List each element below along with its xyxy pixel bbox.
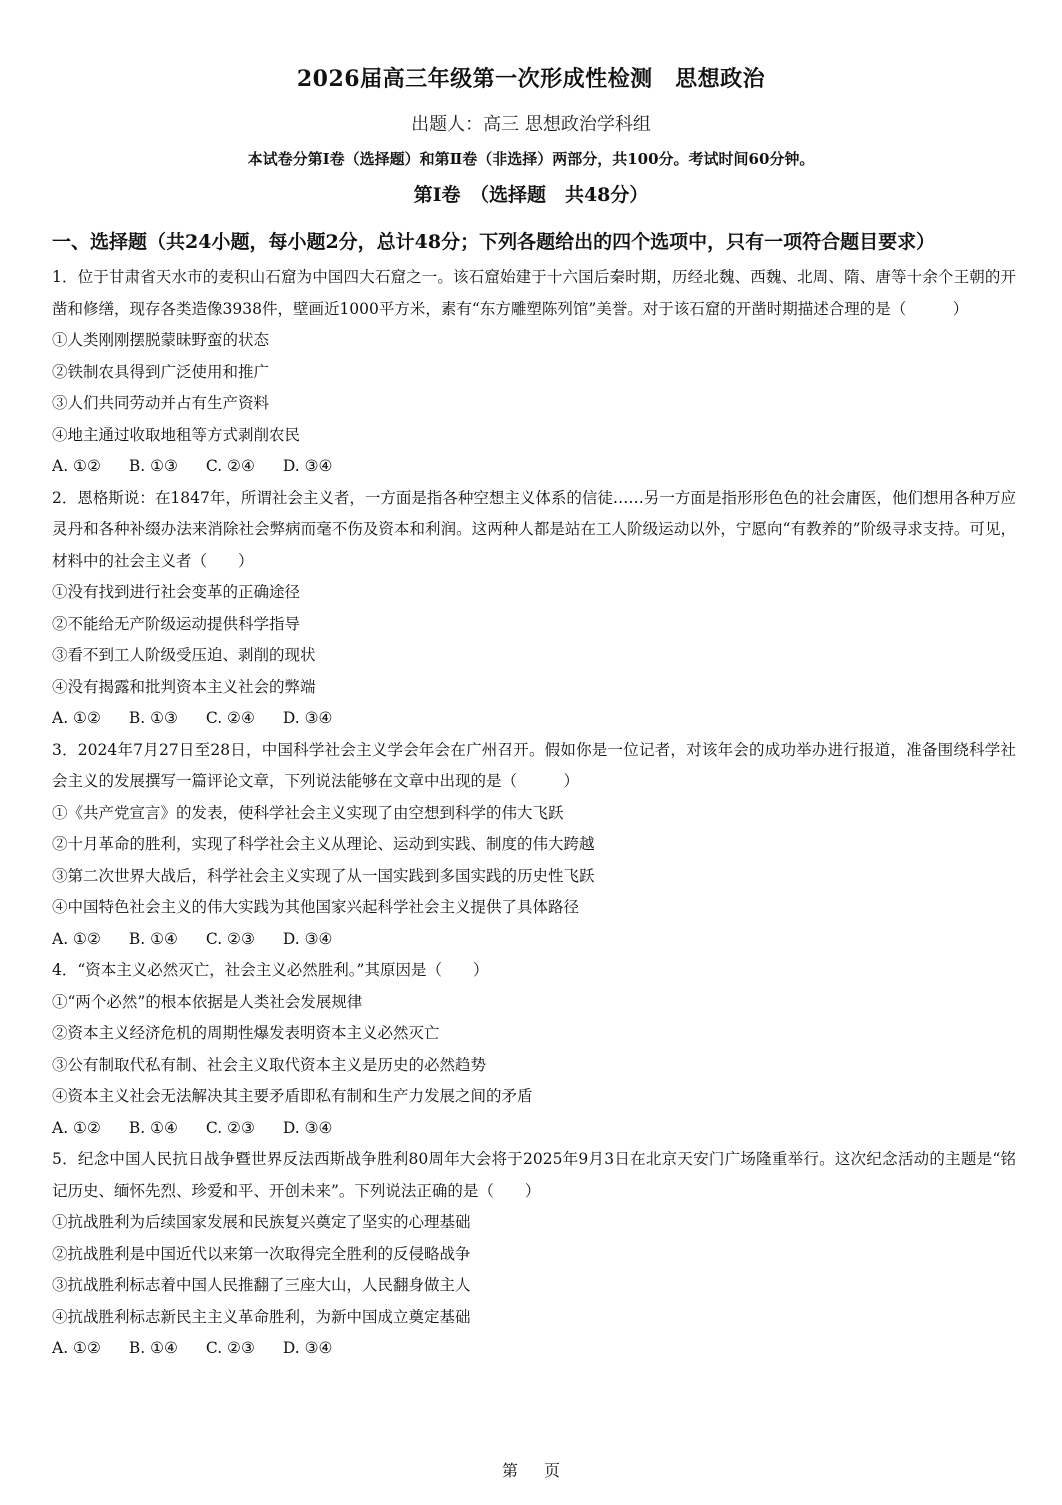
answer-choice-c: C. ②④ xyxy=(205,457,255,475)
statement-option: ①《共产党宣言》的发表，使科学社会主义实现了由空想到科学的伟大飞跃 xyxy=(52,803,564,822)
exam-author: 出题人：高三 思想政治学科组 xyxy=(411,114,651,135)
answer-choice-a: A. ①② xyxy=(52,709,101,727)
statement-option: ③人们共同劳动并占有生产资料 xyxy=(52,394,270,412)
answer-choice-c: C. ②③ xyxy=(205,929,255,948)
statement-option: ①没有找到进行社会变革的正确途径 xyxy=(52,583,301,601)
answer-choice-a: A. ①② xyxy=(52,1118,101,1137)
statement-option: ④没有揭露和批判资本主义社会的弊端 xyxy=(52,677,316,696)
statement-option: ④抗战胜利标志新民主主义革命胜利，为新中国成立奠定基础 xyxy=(52,1307,471,1326)
statement-option: ②抗战胜利是中国近代以来第一次取得完全胜利的反侵略战争 xyxy=(52,1244,471,1263)
answer-choices xyxy=(52,924,1016,956)
answer-choice-c: C. ②③ xyxy=(205,1339,255,1357)
statement-option: ②不能给无产阶级运动提供科学指导 xyxy=(52,614,301,633)
statement-option: ①人类刚刚摆脱蒙昧野蛮的状态 xyxy=(52,331,270,349)
answer-choice-b: B. ①④ xyxy=(128,929,178,948)
answer-choice-d: D. ③④ xyxy=(282,929,333,948)
statement-option: ④资本主义社会无法解决其主要矛盾即私有制和生产力发展之间的矛盾 xyxy=(52,1087,533,1105)
answer-choice-d: D. ③④ xyxy=(282,709,333,727)
question-2 xyxy=(52,483,1016,735)
question-stem: 4．“资本主义必然灭亡，社会主义必然胜利。”其原因是（ ） xyxy=(52,961,489,979)
statement-option: ④中国特色社会主义的伟大实践为其他国家兴起科学社会主义提供了具体路径 xyxy=(52,898,580,916)
statement-option: ③看不到工人阶级受压迫、剥削的现状 xyxy=(52,646,316,664)
answer-choices xyxy=(52,1113,1016,1145)
question-4 xyxy=(52,955,1016,1144)
statement-option: ②资本主义经济危机的周期性爆发表明资本主义必然灭亡 xyxy=(52,1024,440,1042)
answer-choice-d: D. ③④ xyxy=(282,1118,333,1137)
answer-choice-a: A. ①② xyxy=(52,1339,101,1357)
answer-choice-b: B. ①④ xyxy=(128,1339,178,1357)
answer-choices xyxy=(52,703,1016,735)
section-heading: 一、选择题（共24小题，每小题2分，总计48分；下列各题给出的四个选项中，只有一项符合题目要求） xyxy=(52,231,936,253)
statement-option: ①抗战胜利为后续国家发展和民族复兴奠定了坚实的心理基础 xyxy=(52,1213,471,1231)
answer-choice-b: B. ①③ xyxy=(128,709,178,727)
question-1 xyxy=(52,262,1016,483)
answer-choice-b: B. ①③ xyxy=(128,457,178,475)
statement-option: ③抗战胜利标志着中国人民推翻了三座大山，人民翻身做主人 xyxy=(52,1276,471,1294)
exam-instructions: 本试卷分第Ⅰ卷（选择题）和第Ⅱ卷（非选择）两部分，共100分。考试时间60分钟。 xyxy=(247,150,815,168)
question-stem: 1．位于甘肃省天水市的麦积山石窟为中国四大石窟之一。该石窟始建于十六国后秦时期，历经北魏、西魏、北周、隋、唐等十余个王朝的开凿和修缮，现存各类造像3938件，壁画近1000平方米，素有“东方雕塑陈列馆”美誉。对于该石窟的开凿时期描述合理的是（ ） xyxy=(52,268,1016,318)
question-stem: 5．纪念中国人民抗日战争暨世界反法西斯战争胜利80周年大会将于2025年9月3日在北京天安门广场隆重举行。这次纪念活动的主题是“铭记历史、缅怀先烈、珍爱和平、开创未来”。下列说法正确的是（ ） xyxy=(52,1150,1016,1200)
answer-choices xyxy=(52,451,1016,483)
answer-choice-d: D. ③④ xyxy=(282,1339,333,1357)
statement-option: ②十月革命的胜利，实现了科学社会主义从理论、运动到实践、制度的伟大跨越 xyxy=(52,835,595,853)
answer-choice-a: A. ①② xyxy=(52,929,101,948)
page-footer xyxy=(0,1458,1062,1481)
statement-option: ③第二次世界大战后，科学社会主义实现了从一国实践到多国实践的历史性飞跃 xyxy=(52,866,595,885)
answer-choice-d: D. ③④ xyxy=(282,457,333,475)
volume-heading: 第Ⅰ卷 （选择题 共48分） xyxy=(413,184,649,206)
statement-option: ①“两个必然”的根本依据是人类社会发展规律 xyxy=(52,992,363,1011)
footer-prefix: 第 xyxy=(501,1461,518,1480)
answer-choice-b: B. ①④ xyxy=(128,1118,178,1137)
footer-suffix: 页 xyxy=(544,1461,561,1480)
exam-title: 2026届高三年级第一次形成性检测 思想政治 xyxy=(296,66,766,92)
statement-option: ②铁制农具得到广泛使用和推广 xyxy=(52,362,270,381)
answer-choice-c: C. ②③ xyxy=(205,1118,255,1137)
question-5 xyxy=(52,1144,1016,1365)
answer-choice-c: C. ②④ xyxy=(205,709,255,727)
answer-choice-a: A. ①② xyxy=(52,457,101,475)
statement-option: ③公有制取代私有制、社会主义取代资本主义是历史的必然趋势 xyxy=(52,1055,487,1074)
statement-option: ④地主通过收取地租等方式剥削农民 xyxy=(52,425,301,444)
question-stem: 2．恩格斯说：在1847年，所谓社会主义者，一方面是指各种空想主义体系的信徒……另一方面是指形形色色的社会庸医，他们想用各种万应灵丹和各种补缀办法来消除社会弊病而毫不伤及资本和利润。这两种人都是站在工人阶级运动以外，宁愿向“有教养的”阶级寻求支持。可见，材料中的社会主义者（ ） xyxy=(52,488,1016,570)
question-stem: 3．2024年7月27日至28日，中国科学社会主义学会年会在广州召开。假如你是一位记者，对该年会的成功举办进行报道，准备围绕科学社会主义的发展撰写一篇评论文章，下列说法能够在文章中出现的是（ ） xyxy=(52,740,1016,790)
question-list xyxy=(52,262,1016,1365)
answer-choices xyxy=(52,1333,1016,1365)
question-3 xyxy=(52,735,1016,956)
